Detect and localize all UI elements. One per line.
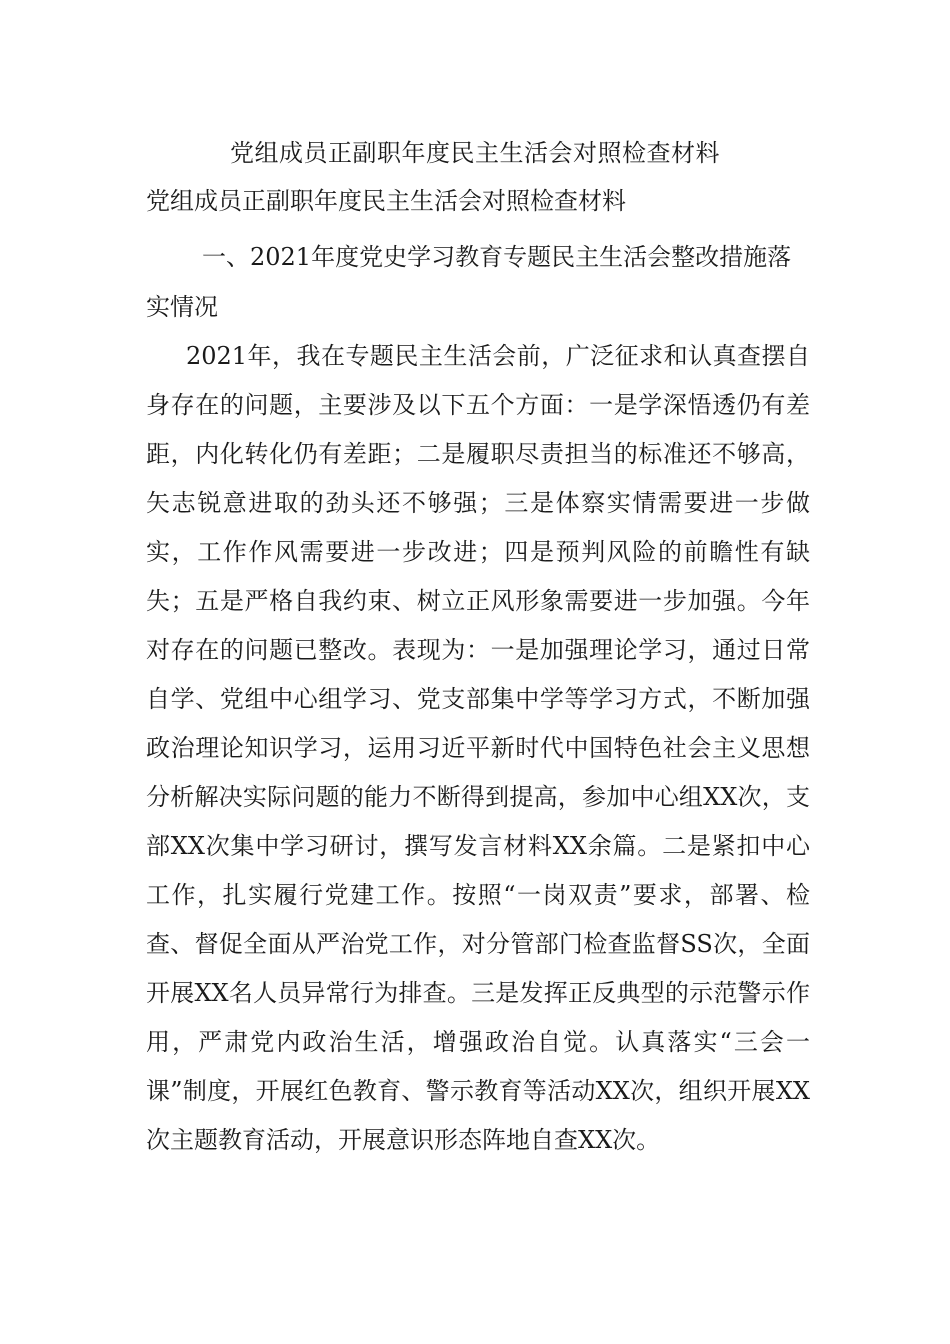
document-subtitle: 党组成员正副职年度民主生活会对照检查材料 xyxy=(146,187,626,215)
document-title: 党组成员正副职年度民主生活会对照检查材料 xyxy=(230,139,720,167)
body-paragraph: 2021年，我在专题民主生活会前，广泛征求和认真查摆自身存在的问题，主要涉及以下五个方面：一是学深悟透仍有差距，内化转化仍有差距；二是履职尽责担当的标准还不够高，矢志锐意进取的劲头还不够强；三是体察实情需要进一步做实，工作作风需要进一步改进；四是预判风险的前瞻性有缺失；五是严格自我约束、树立正风形象需要进一步加强。今年对存在的问题已整改。表现为：一是加强理论学习，通过日常自学、党组中心组学习、党支部集中学等学习方式，不断加强政治理论知识学习，运用习近平新时代中国特色社会主义思想分析解决实际问题的能力不断得到提高，参加中心组XX次，支部XX次集中学习研讨，撰写发言材料XX余篇。二是紧扣中心工作，扎实履行党建工作。按照“一岗双责”要求，部署、检查、督促全面从严治党工作，对分管部门检查监督SS次，全面开展XX名人员异常行为排查。三是发挥正反典型的示范警示作用，严肃党内政治生活，增强政治自觉。认真落实“三会一课”制度，开展红色教育、警示教育等活动XX次，组织开展XX次主题教育活动，开展意识形态阵地自查XX次。 xyxy=(146,342,810,1154)
section-heading: 一、2021年度党史学习教育专题民主生活会整改措施落实情况 xyxy=(146,243,792,321)
